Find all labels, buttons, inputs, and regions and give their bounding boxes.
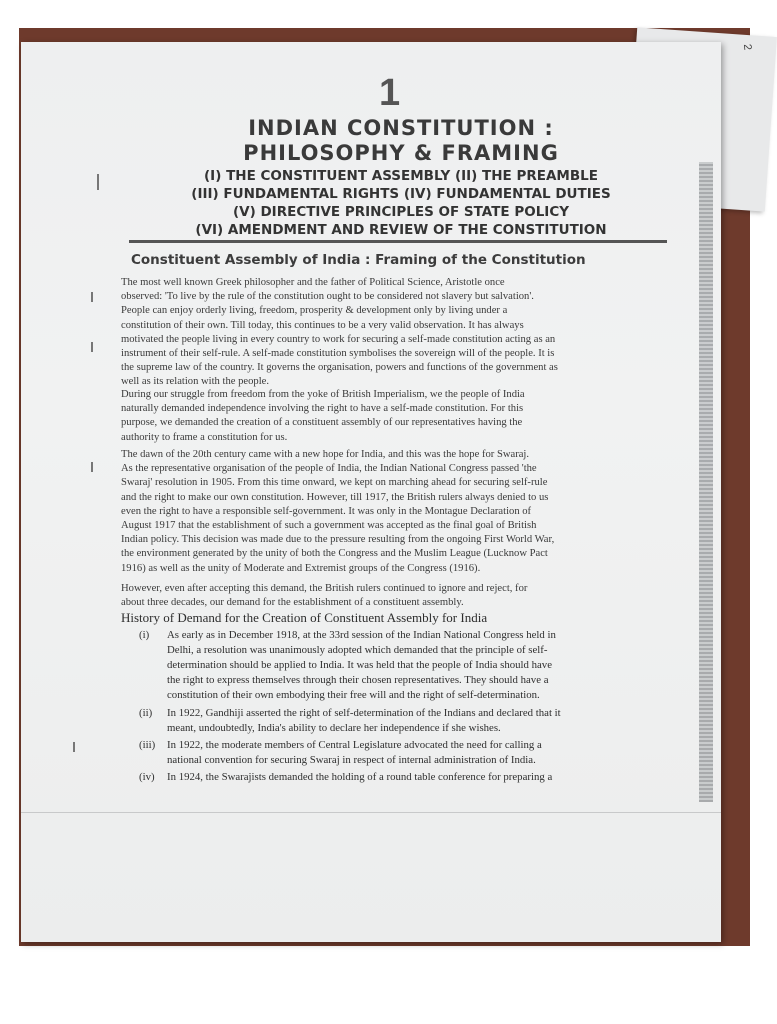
text-line: observed: 'To live by the rule of the constitution ought to be considered not slavery but salvation'. — [121, 291, 534, 303]
text-line: instrument of their self-rule. A self-made constitution symbolises the sovereign will of the people. It is — [121, 348, 555, 360]
margin-mark — [91, 462, 93, 472]
text-line: Delhi, a resolution was unanimously adopted which demanded that the principle of self- — [167, 644, 548, 656]
list-number: (iii) — [139, 739, 156, 751]
title-line-1: INDIAN CONSTITUTION : — [248, 116, 554, 140]
list-item — [139, 738, 671, 768]
text-line: motivated the people living in every country to work for securing a self-made constitution acting as an — [121, 333, 556, 345]
margin-mark — [91, 342, 93, 352]
margin-mark — [91, 292, 93, 302]
text-line: August 1917 that the establishment of such a government was accepted as the final goal of British — [121, 520, 537, 532]
list-number: (ii) — [139, 707, 153, 719]
paragraph-1 — [121, 276, 671, 390]
text-line: However, even after accepting this demand, the British rulers continued to ignore and reject, for — [121, 583, 528, 594]
paragraph-4 — [121, 582, 671, 610]
text-line: even the right to have a responsible self-government. It was only in the Montague Declaration of — [121, 505, 532, 517]
paragraph-3 — [121, 448, 671, 576]
text-line: naturally demanded independence involving the right to have a self-made constitution. For this — [121, 403, 524, 415]
topic-line: (VI) AMENDMENT AND REVIEW OF THE CONSTITUTION — [195, 222, 607, 238]
text-line: The most well known Greek philosopher and the father of Political Science, Aristotle once — [121, 277, 505, 288]
text-line: the right to express themselves through their chosen representatives. They should have a — [167, 674, 549, 686]
text-line: During our struggle from freedom from the yoke of British Imperialism, we the people of India — [121, 389, 525, 400]
text-line: In 1922, the moderate members of Central Legislature advocated the need for calling a — [167, 739, 542, 751]
paragraph-2 — [121, 388, 671, 445]
text-line: determination should be applied to India. It was held that the people of India should have — [167, 659, 552, 671]
document-photo — [19, 28, 754, 946]
margin-mark — [97, 174, 99, 190]
list-item — [139, 706, 671, 736]
text-line: Indian policy. This decision was made due to the pressure resulting from the ongoing First World War, — [121, 534, 555, 546]
text-line: meant, undoubtedly, India's ability to declare her independence if she wishes. — [167, 722, 501, 734]
list-item — [139, 628, 671, 703]
text-line: In 1922, Gandhiji asserted the right of self-determination of the Indians and declared that it — [167, 707, 561, 719]
text-line: As early as in December 1918, at the 33rd session of the Indian National Congress held in — [167, 629, 556, 641]
section-heading: Constituent Assembly of India : Framing of the Constitution — [131, 252, 586, 268]
list-number: (i) — [139, 629, 150, 641]
list-item — [139, 770, 671, 785]
text-line: national convention for securing Swaraj in respect of internal administration of India. — [167, 754, 536, 766]
text-line: purpose, we demanded the creation of a constituent assembly of our representatives having the — [121, 417, 523, 429]
document-page — [21, 42, 721, 942]
text-line: 1916) as well as the unity of Moderate and Extremist groups of the Congress (1916). — [121, 562, 481, 574]
list-number: (iv) — [139, 771, 155, 783]
title-line-2: PHILOSOPHY & FRAMING — [243, 141, 559, 165]
text-line: constitution of their own. Till today, this continues to be a very valid observation. It has always — [121, 319, 524, 331]
text-line: the environment generated by the unity of both the Congress and the Muslim League (Lucknow Pact — [121, 548, 548, 560]
topic-line: (I) THE CONSTITUENT ASSEMBLY (II) THE PREAMBLE — [204, 168, 598, 184]
text-line: As the representative organisation of the people of India, the Indian National Congress passed 'the — [121, 463, 537, 475]
chapter-number: 1 — [379, 72, 401, 114]
text-line: People can enjoy orderly living, freedom, prosperity & development only by living under a — [121, 305, 508, 317]
underlying-page-number: 2 — [740, 43, 754, 51]
margin-mark — [73, 742, 75, 752]
text-line: about three decades, our demand for the establishment of a constituent assembly. — [121, 597, 464, 609]
title-rule — [129, 240, 667, 243]
binding-edge — [699, 162, 713, 802]
text-line: well as its relation with the people. — [121, 376, 269, 388]
text-line: authority to frame a constitution for us. — [121, 431, 288, 443]
topic-line: (V) DIRECTIVE PRINCIPLES OF STATE POLICY — [232, 204, 570, 220]
text-line: the supreme law of the country. It governs the organisation, powers and functions of the government as — [121, 362, 558, 374]
page-fold-line — [21, 812, 721, 813]
text-line: In 1924, the Swarajists demanded the holding of a round table conference for preparing a — [167, 771, 553, 783]
text-line: The dawn of the 20th century came with a new hope for India, and this was the hope for Swaraj. — [121, 449, 530, 460]
topic-line: (III) FUNDAMENTAL RIGHTS (IV) FUNDAMENTAL DUTIES — [191, 186, 611, 202]
history-heading: History of Demand for the Creation of Constituent Assembly for India — [121, 610, 488, 625]
text-line: constitution of their own embodying their free will and the right of self-determination. — [167, 689, 540, 701]
text-line: and the right to make our own constitution. However, till 1917, the British rulers always denied to us — [121, 491, 549, 503]
text-line: Swaraj' resolution in 1905. From this time onward, we kept on marching ahead for securing self-rule — [121, 477, 548, 489]
